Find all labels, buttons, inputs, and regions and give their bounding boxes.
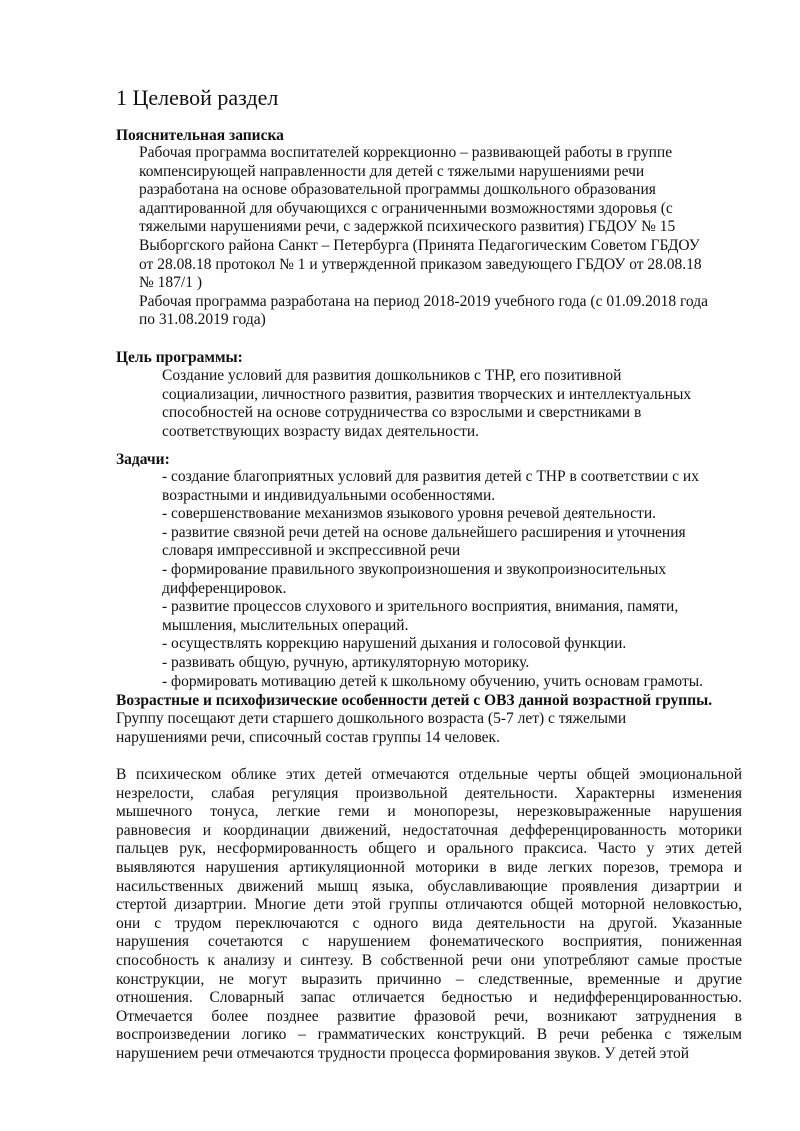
text-line: тяжелыми нарушениями речи, с задержкой психического развития) ГБДОУ № 15 (139, 218, 676, 236)
text-line: пальцев рук, несформированность общего и орального праксиса. Часто у этих детей (116, 840, 742, 858)
text-line: словаря импрессивной и экспрессивной речи (162, 542, 461, 560)
text-line: - формирование правильного звукопроизношения и звукопроизносительных (162, 560, 667, 578)
text-line: от 28.08.18 протокол № 1 и утвержденной приказом заведующего ГБДОУ от 28.08.18 (139, 255, 702, 273)
text-line: адаптированной для обучающихся с ограниченными возможностями здоровья (с (139, 199, 673, 217)
text-line: мышечного тонуса, легкие геми и монопорезы, нерезковыраженные нарушения (116, 803, 742, 821)
text-line: конструкции, не могут выразить причинно – следственные, временные и другие (116, 970, 742, 988)
text-line: способность к анализу и синтезу. В собственной речи они употребляют самые простые (116, 951, 742, 969)
text-line: социализации, личностного развития, развития творческих и интеллектуальных (162, 385, 692, 403)
text-line: Создание условий для развития дошкольников с ТНР, его позитивной (162, 367, 622, 384)
text-line: В психическом облике этих детей отмечаются отдельные черты общей эмоциональной (116, 766, 742, 783)
text-line: равновесия и координации движений, недостаточная дефференцированность моторики (116, 821, 742, 839)
goal-heading: Цель программы: (116, 349, 243, 366)
goal-text (162, 367, 691, 441)
text-line: соответствующих возрасту видах деятельности. (162, 422, 480, 440)
text-line: отношения. Словарный запас отличается бедностью и недифференцированностью. (116, 989, 742, 1007)
body-paragraph (116, 766, 742, 1064)
text-line: выявляются нарушения артикуляционной моторики в виде легких порезов, тремора и (116, 858, 742, 876)
text-line: разработана на основе образовательной программы дошкольного образования (139, 181, 656, 199)
text-line: - развитие процессов слухового и зрительного восприятия, внимания, памяти, (162, 598, 679, 616)
age-features-text (116, 710, 626, 747)
text-line: - создание благоприятных условий для развития детей с ТНР в соответствии с их (162, 468, 699, 485)
explanatory-note-heading: Пояснительная записка (116, 127, 284, 144)
text-line: по 31.08.2019 года) (139, 311, 266, 329)
tasks-list (162, 468, 703, 691)
text-line: - развитие связной речи детей на основе дальнейшего расширения и уточнения (162, 523, 686, 541)
text-line: воспроизведении логико – грамматических конструкций. В речи ребенка с тяжелым (116, 1026, 742, 1044)
text-line: Рабочая программа разработана на период 2018-2019 учебного года (с 01.09.2018 года (139, 292, 708, 310)
text-line: незрелости, слабая регуляция произвольной деятельности. Характерны изменения (116, 784, 742, 802)
tasks-heading: Задачи: (116, 451, 170, 468)
text-line: - развивать общую, ручную, артикуляторную моторику. (162, 653, 530, 671)
text-line: насильственных движений мышц языка, обуславливающие проявления дизартрии и (116, 877, 742, 895)
text-line: компенсирующей направленности для детей с тяжелыми нарушениями речи (139, 162, 645, 180)
text-line: Рабочая программа воспитателей коррекционно – развивающей работы в группе (139, 144, 673, 161)
text-line: Отмечается более позднее развитие фразовой речи, возникают затруднения в (116, 1007, 742, 1025)
text-line: нарушения сочетаются с нарушением фонематического восприятия, пониженная (116, 933, 742, 951)
text-line: они с трудом переключаются с одного вида деятельности на другой. Указанные (116, 914, 742, 932)
text-line: Выборгского района Санкт – Петербурга (Принята Педагогическим Советом ГБДОУ (139, 236, 700, 254)
text-line: - совершенствование механизмов языкового уровня речевой деятельности. (162, 505, 656, 523)
explanatory-note-text (139, 144, 708, 330)
text-line: дифференцировок. (162, 579, 287, 597)
text-line: нарушением речи отмечаются трудности процесса формирования звуков. У детей этой (116, 1044, 690, 1062)
age-features-heading: Возрастные и психофизические особенности детей с ОВЗ данной возрастной группы. (116, 692, 713, 709)
text-line: мышления, мыслительных операций. (162, 616, 409, 634)
text-line: стертой дизартрии. Многие дети этой группы отличаются общей моторной неловкостью, (116, 896, 742, 914)
text-line: способностей на основе сотрудничества со взрослыми и сверстниками в (162, 404, 642, 422)
text-line: - формировать мотивацию детей к школьному обучению, учить основам грамоты. (162, 672, 704, 690)
text-line: Группу посещают дети старшего дошкольного возраста (5-7 лет) с тяжелыми (116, 710, 627, 727)
text-line: № 187/1 ) (139, 274, 203, 292)
text-line: возрастными и индивидуальными особенностями. (162, 486, 496, 504)
section-title: 1 Целевой раздел (116, 85, 279, 110)
text-line: - осуществлять коррекцию нарушений дыхания и голосовой функции. (162, 635, 627, 653)
text-line: нарушениями речи, списочный состав группы 14 человек. (116, 728, 500, 746)
